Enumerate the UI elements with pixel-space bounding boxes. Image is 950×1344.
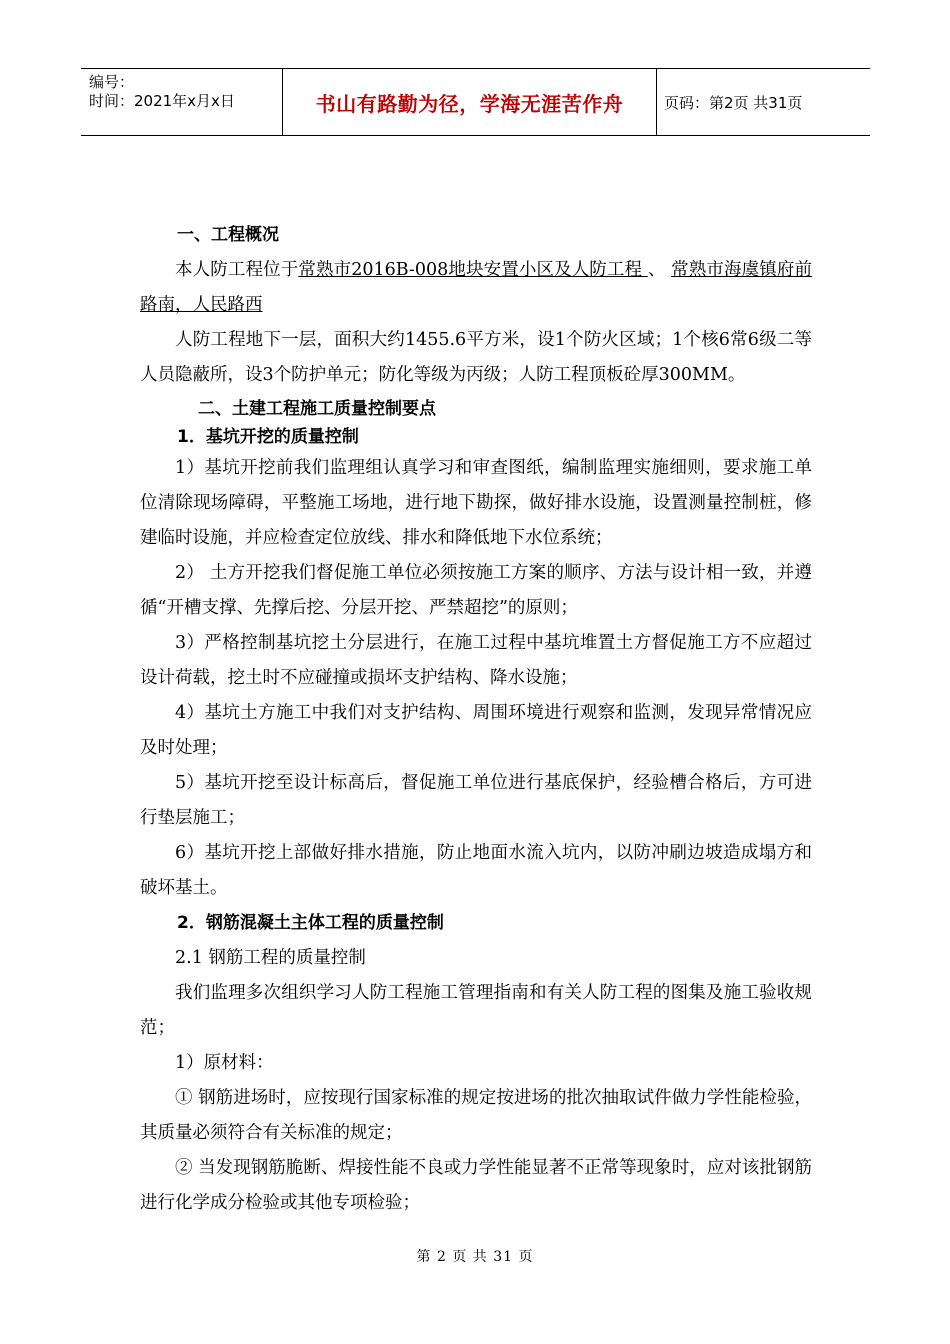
time-label: 时间：2021年x月x日 [89, 92, 235, 110]
paragraph-item-2: 2） 土方开挖我们督促施工单位必须按施工方案的顺序、方法与设计相一致，并遵循“开槽支撑、先撑后挖、分层开挖、严禁超挖”的原则； [140, 563, 812, 618]
paragraph-study: 我们监理多次组织学习人防工程施工管理指南和有关人防工程的图集及施工验收规范； [140, 983, 812, 1038]
header-page-info: 页码：第2页 共31页 [664, 93, 803, 112]
page-footer: 第 2 页 共 31 页 [416, 1249, 534, 1265]
paragraph-raw-material: 1）原材料： [175, 1053, 274, 1073]
paragraph-item-5: 5）基坑开挖至设计标高后，督促施工单位进行基底保护，经验槽合格后，方可进行垫层施工； [140, 773, 812, 828]
section-title-overview: 一、工程概况 [177, 225, 279, 245]
paragraph-item-3: 3）严格控制基坑挖土分层进行，在施工过程中基坑堆置土方督促施工方不应超过设计荷载，挖土时不应碰撞或损坏支护结构、降水设施； [140, 633, 812, 688]
header-meta [81, 69, 282, 135]
paragraph-rebar-title: 2.1 钢筋工程的质量控制 [175, 948, 366, 968]
document-body [140, 218, 812, 1221]
location-2: 常熟市海虞镇府前路南，人民路西 [140, 260, 813, 315]
paragraph-item-4: 4）基坑土方施工中我们对支护结构、周围环境进行观察和监测，发现异常情况应及时处理； [140, 703, 812, 758]
location-prefix: 本人防工程位于 [175, 260, 299, 280]
subsection-title-excavation: 1．基坑开挖的质量控制 [177, 427, 359, 447]
paragraph-location [140, 253, 812, 323]
section-title-quality: 二、土建工程施工质量控制要点 [198, 399, 436, 419]
header-motto: 书山有路勤为径，学海无涯苦作舟 [282, 69, 657, 135]
paragraph-item-6: 6）基坑开挖上部做好排水措施，防止地面水流入坑内，以防冲刷边坡造成塌方和破坏基土。 [140, 843, 812, 898]
location-separator: 、 [647, 260, 672, 280]
subsection-title-concrete: 2．钢筋混凝土主体工程的质量控制 [177, 913, 444, 933]
paragraph-rebar-test: ① 钢筋进场时，应按现行国家标准的规定按进场的批次抽取试件做力学性能检验，其质量必须符合有关标准的规定； [140, 1088, 812, 1143]
paragraph-rebar-chem: ② 当发现钢筋脆断、焊接性能不良或力学性能显著不正常等现象时，应对该批钢筋进行化学成分检验或其他专项检验； [140, 1158, 812, 1213]
paragraph-area: 人防工程地下一层，面积大约1455.6平方米，设1个防火区域；1个核6常6级二等人员隐蔽所，设3个防护单元；防化等级为丙级；人防工程顶板砼厚300MM。 [140, 330, 812, 385]
location-1: 常熟市2016B-008地块安置小区及人防工程 [298, 260, 648, 280]
code-label: 编号： [89, 73, 135, 91]
paragraph-item-1: 1）基坑开挖前我们监理组认真学习和审查图纸，编制监理实施细则，要求施工单位清除现场障碍，平整施工场地，进行地下勘探，做好排水设施，设置测量控制桩，修建临时设施，并应检查定位放线、排水和降低地下水位系统； [140, 458, 812, 548]
page-header [81, 68, 870, 136]
